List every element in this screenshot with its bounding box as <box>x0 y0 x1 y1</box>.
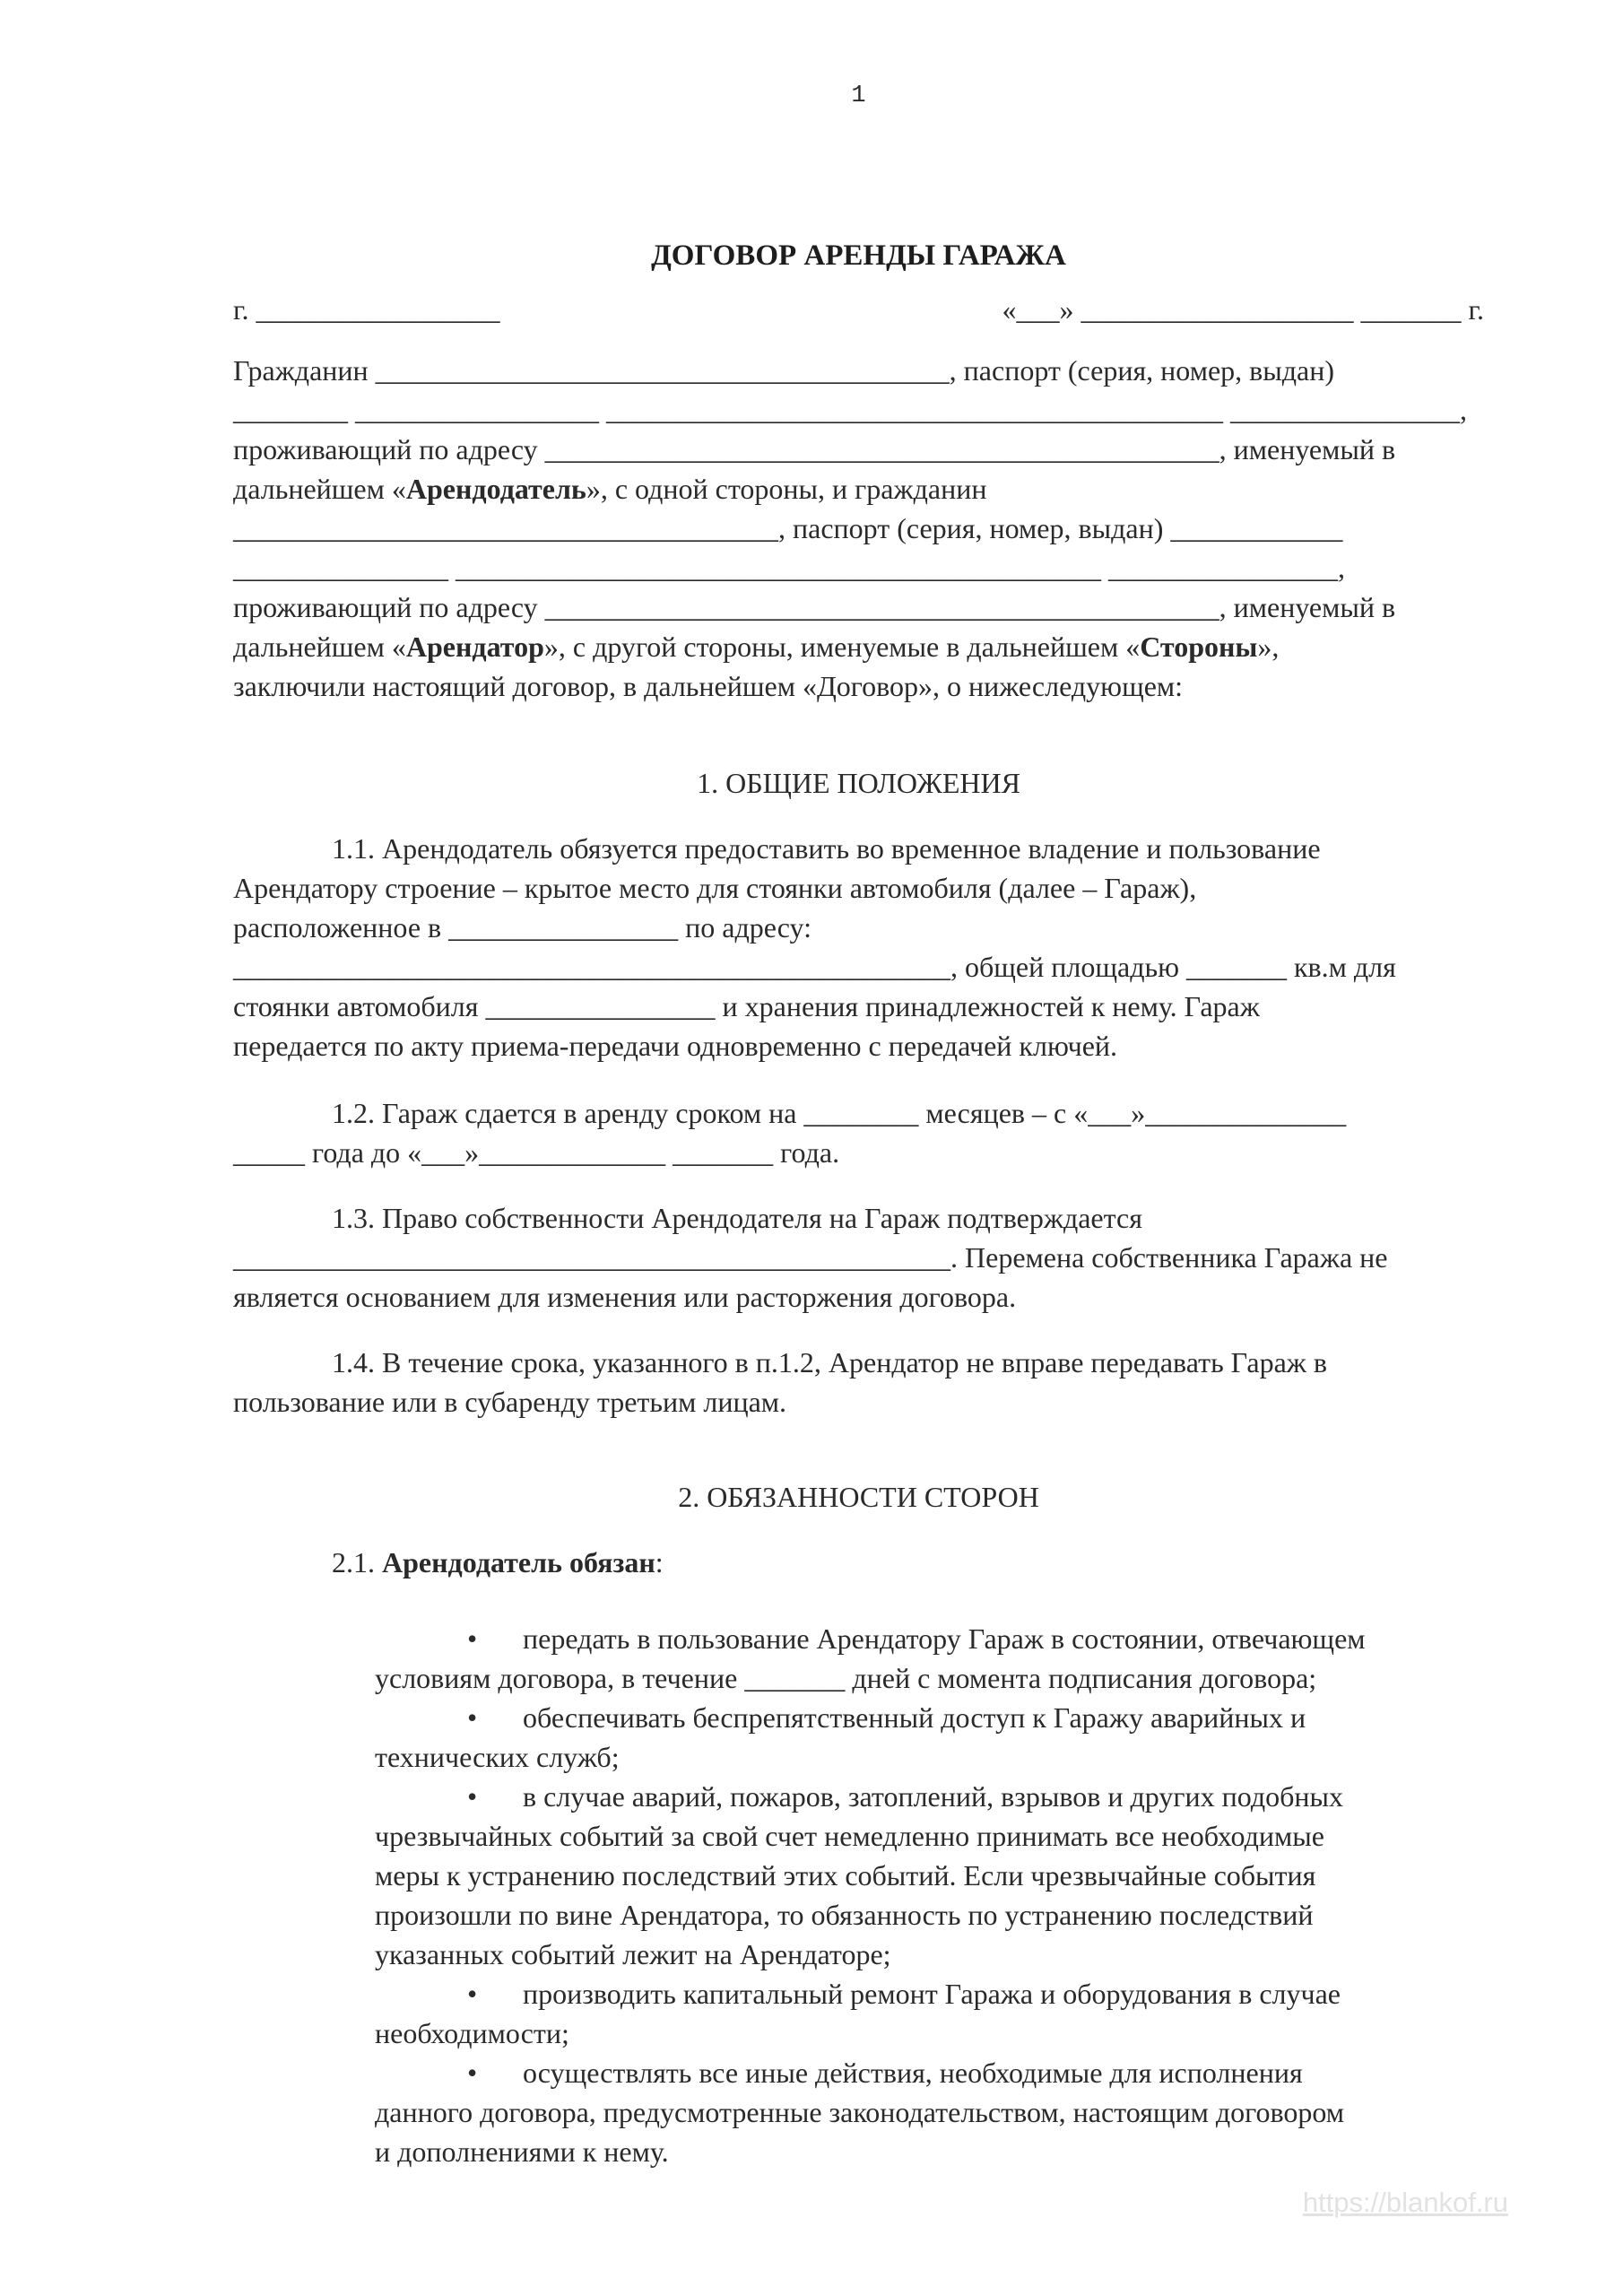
dateline-date-blank: «___» ___________________ _______ г. <box>1002 293 1484 326</box>
dateline <box>233 290 1484 329</box>
bullet-icon: • <box>467 2057 478 2089</box>
page-number: 1 <box>851 83 866 109</box>
text-line: передается по акту приема-передачи одновременно с передачей ключей. <box>233 1030 1118 1062</box>
paragraph-2-1 <box>233 1543 1484 1582</box>
text-line: дальнейшем «Арендатор», с другой стороны, именуемые в дальнейшем «Стороны», <box>233 631 1280 663</box>
text-line: дальнейшем «Арендодатель», с одной стороны, и гражданин <box>233 473 987 505</box>
bullet-line: чрезвычайных событий за свой счет немедленно принимать все необходимые <box>375 1820 1324 1852</box>
text-line: 1.3. Право собственности Арендодателя на Гараж подтверждается <box>332 1202 1142 1234</box>
bold-term: Стороны <box>1140 631 1258 663</box>
text-line: проживающий по адресу _______________________________________________, именуемый в <box>233 433 1396 465</box>
text-line: __________________________________________________. Перемена собственника Гаража не <box>233 1241 1388 1274</box>
bullet-line: • производить капитальный ремонт Гаража и оборудования в случае <box>233 1974 1484 2013</box>
text-line: пользование или в субаренду третьим лицам. <box>233 1386 787 1418</box>
bullet-line: меры к устранению последствий этих событий. Если чрезвычайные события <box>375 1859 1316 1892</box>
bullet-line: условиям договора, в течение _______ дней с момента подписания договора; <box>375 1662 1317 1694</box>
bullet-line: • осуществлять все иные действия, необходимые для исполнения <box>233 2053 1484 2092</box>
paragraph-1-1 <box>233 829 1484 1065</box>
bullet-icon: • <box>467 1701 478 1734</box>
text-line: __________________________________________________, общей площадью _______ кв.м для <box>233 951 1396 983</box>
bullet-line: и дополнениями к нему. <box>375 2135 669 2168</box>
landlord-duties-bullet-list <box>233 1619 1484 2171</box>
text-line: заключили настоящий договор, в дальнейшем «Договор», о нижеследующем: <box>233 670 1184 702</box>
text-line: 1.2. Гараж сдается в аренду сроком на ________ месяцев – с «___»______________ <box>332 1097 1347 1129</box>
text-line: ______________________________________, паспорт (серия, номер, выдан) ____________ <box>233 512 1343 544</box>
bullet-icon: • <box>467 1622 478 1655</box>
text-line: 1.4. В течение срока, указанного в п.1.2, Арендатор не вправе передавать Гараж в <box>332 1346 1327 1378</box>
text-line: является основанием для изменения или расторжения договора. <box>233 1281 1017 1313</box>
bullet-line: технических служб; <box>375 1741 620 1773</box>
bold-term: Арендатор <box>405 631 544 663</box>
bullet-line: необходимости; <box>375 2017 569 2049</box>
text-line: ________ _________________ ___________________________________________ ________________, <box>233 394 1467 426</box>
bold-term: Арендодатель обязан <box>382 1546 655 1578</box>
dateline-city-blank: г. _________________ <box>233 293 500 326</box>
document-title: ДОГОВОР АРЕНДЫ ГАРАЖА <box>651 239 1066 272</box>
section-1-heading: 1. ОБЩИЕ ПОЛОЖЕНИЯ <box>697 767 1020 799</box>
watermark-link[interactable]: https://blankof.ru <box>1302 2187 1508 2218</box>
text-line: 1.1. Арендодатель обязуется предоставить во временное владение и пользование <box>332 832 1321 865</box>
text-line: проживающий по адресу _______________________________________________, именуемый в <box>233 591 1396 623</box>
bullet-line: • обеспечивать беспрепятственный доступ к Гаражу аварийных и <box>233 1698 1484 1737</box>
bullet-line: указанных событий лежит на Арендаторе; <box>375 1938 891 1970</box>
bullet-line: • передать в пользование Арендатору Гараж в состоянии, отвечающем <box>233 1619 1484 1658</box>
preamble-paragraph <box>233 351 1484 706</box>
text-line: стоянки автомобиля ________________ и хранения принадлежностей к нему. Гараж <box>233 990 1260 1022</box>
text-line: 2.1. Арендодатель обязан: <box>332 1546 664 1578</box>
text-line: Гражданин ________________________________________, паспорт (серия, номер, выдан) <box>233 354 1335 387</box>
text-line: _____ года до «___»_____________ _______ года. <box>233 1136 840 1169</box>
bullet-line: • в случае аварий, пожаров, затоплений, взрывов и других подобных <box>233 1777 1484 1816</box>
text-line: расположенное в ________________ по адресу: <box>233 911 812 944</box>
bullet-line: данного договора, предусмотренные законодательством, настоящим договором <box>375 2096 1344 2128</box>
paragraph-1-3 <box>233 1198 1484 1317</box>
bullet-icon: • <box>467 1780 478 1813</box>
text-line: _______________ _____________________________________________ ________________, <box>233 552 1345 584</box>
bullet-icon: • <box>467 1978 478 2010</box>
bold-term: Арендодатель <box>405 473 586 505</box>
paragraph-1-4 <box>233 1343 1484 1422</box>
bullet-line: произошли по вине Арендатора, то обязанность по устранению последствий <box>375 1899 1314 1931</box>
text-line: Арендатору строение – крытое место для стоянки автомобиля (далее – Гараж), <box>233 872 1197 904</box>
paragraph-1-2 <box>233 1093 1484 1172</box>
section-2-heading: 2. ОБЯЗАННОСТИ СТОРОН <box>678 1481 1039 1513</box>
